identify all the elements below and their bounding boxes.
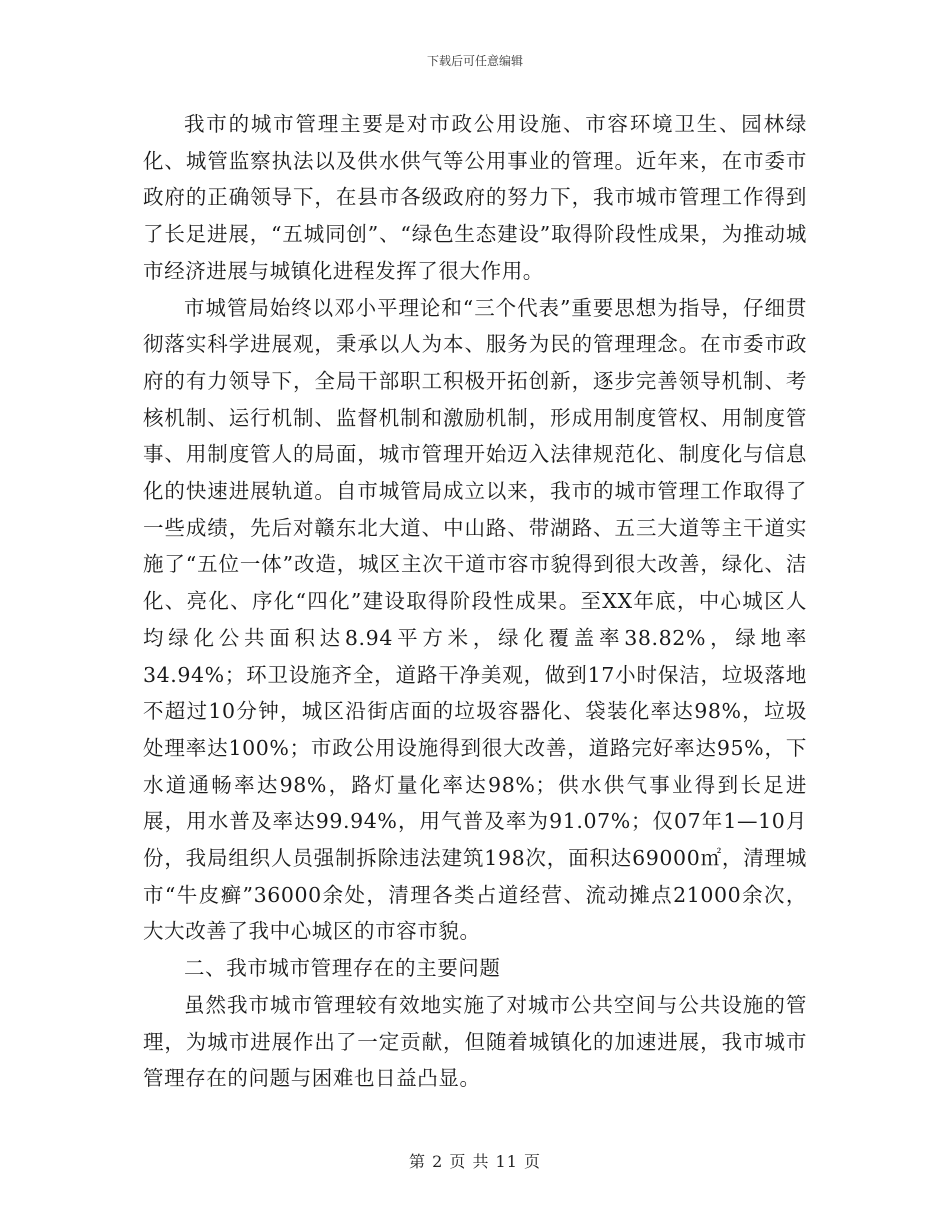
page-header: 下载后可任意编辑 <box>426 54 523 68</box>
paragraph-achievements: 市城管局始终以邓小平理论和“三个代表”重要思想为指导，仔细贯彻落实科学进展观，秉承以人为本、服务为民的管理理念。在市委市政府的有力领导下，全局干部职工积极开拓创新，逐步完善领导机制、考核机制、运行机制、监督机制和激励机制，形成用制度管权、用制度管事、用制度管人的局面，城市管理开始迈入法律规范化、制度化与信息化的快速进展轨道。自市城管局成立以来，我市的城市管理工作取得了一些成绩，先后对赣东北大道、中山路、带湖路、五三大道等主干道实施了“五位一体”改造，城区主次干道市容市貌得到很大改善，绿化、洁化、亮化、序化“四化”建设取得阶段性成果。至XX年底，中心城区人均绿化公共面积达8.94平方米，绿化覆盖率38.82%，绿地率34.94%；环卫设施齐全，道路干净美观，做到17小时保洁，垃圾落地不超过10分钟，城区沿街店面的垃圾容器化、袋装化率达98%，垃圾处理率达100%；市政公用设施得到很大改善，道路完好率达95%，下水道通畅率达98%，路灯量化率达98%；供水供气事业得到长足进展，用水普及率达99.94%，用气普及率为91.07%；仅07年1—10月份，我局组织人员强制拆除违法建筑198次，面积达69000㎡，清理城市“牛皮癣”36000余处，清理各类占道经营、流动摊点21000余次，大大改善了我中心城区的市容市貌。 <box>143 295 807 944</box>
paragraph-problems: 虽然我市城市管理较有效地实施了对城市公共空间与公共设施的管理，为城市进展作出了一定贡献，但随着城镇化的加速进展，我市城市管理存在的问题与困难也日益凸显。 <box>143 992 807 1091</box>
document-body <box>143 106 807 1097</box>
section-heading-problems: 二、我市城市管理存在的主要问题 <box>184 956 501 981</box>
paragraph-intro: 我市的城市管理主要是对市政公用设施、市容环境卫生、园林绿化、城管监察执法以及供水供气等公用事业的管理。近年来，在市委市政府的正确领导下，在县市各级政府的努力下，我市城市管理工作得到了长足进展，“五城同创”、“绿色生态建设”取得阶段性成果，为推动城市经济进展与城镇化进程发挥了很大作用。 <box>143 112 807 283</box>
page-number: 第 2 页 共 11 页 <box>409 1152 541 1171</box>
